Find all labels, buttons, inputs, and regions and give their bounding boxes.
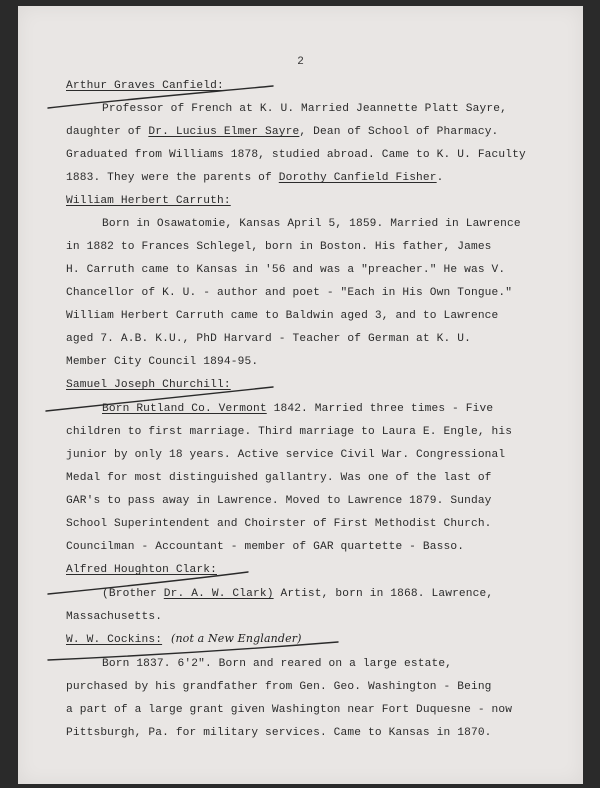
entry-heading-canfield: Arthur Graves Canfield: [66,80,224,92]
entry-text-line: Graduated from Williams 1878, studied abroad. Came to K. U. Faculty [66,149,526,161]
entry-text-line: Pittsburgh, Pa. for military services. Came to Kansas in 1870. [66,727,492,739]
entry-text-line: daughter of Dr. Lucius Elmer Sayre, Dean of School of Pharmacy. [66,126,499,138]
document-page [18,6,583,784]
entry-heading-cockins: W. W. Cockins: [66,634,163,646]
entry-text-line: Chancellor of K. U. - author and poet - "Each in His Own Tongue." [66,287,513,299]
entry-text-line: Born 1837. 6'2". Born and reared on a large estate, [102,658,453,670]
entry-text-line: Councilman - Accountant - member of GAR quartette - Basso. [66,541,465,553]
entry-text-line: (Brother Dr. A. W. Clark) Artist, born in 1868. Lawrence, [102,588,494,600]
entry-text-line: Born Rutland Co. Vermont 1842. Married three times - Five [102,403,494,415]
handwritten-annotation: (not a New Englander) [171,632,302,645]
entry-text-line: School Superintendent and Choirster of First Methodist Church. [66,518,492,530]
entry-text-line: children to first marriage. Third marriage to Laura E. Engle, his [66,426,513,438]
underlined-name: Dorothy Canfield Fisher [278,172,437,184]
entry-heading-carruth: William Herbert Carruth: [66,195,231,207]
page-number: 2 [297,56,304,68]
underlined-name: Born Rutland Co. Vermont [102,403,267,415]
entry-text-line: GAR's to pass away in Lawrence. Moved to Lawrence 1879. Sunday [66,495,492,507]
entry-text-line: Massachusetts. [66,611,163,623]
entry-text-line: 1883. They were the parents of Dorothy Canfield Fisher. [66,172,444,184]
entry-text-line: purchased by his grandfather from Gen. Geo. Washington - Being [66,681,492,693]
entry-text-line: Born in Osawatomie, Kansas April 5, 1859. Married in Lawrence [102,218,521,230]
entry-text-line: William Herbert Carruth came to Baldwin aged 3, and to Lawrence [66,310,499,322]
entry-text-line: Professor of French at K. U. Married Jeannette Platt Sayre, [102,103,507,115]
entry-text-line: a part of a large grant given Washington near Fort Duquesne - now [66,704,513,716]
underlined-name: Dr. A. W. Clark) [163,588,274,600]
entry-text-line: Member City Council 1894-95. [66,356,259,368]
entry-text-line: Medal for most distinguished gallantry. Was one of the last of [66,472,492,484]
entry-text-line: H. Carruth came to Kansas in '56 and was a "preacher." He was V. [66,264,506,276]
entry-text-line: aged 7. A.B. K.U., PhD Harvard - Teacher of German at K. U. [66,333,471,345]
underlined-name: Dr. Lucius Elmer Sayre [148,126,300,138]
entry-text-line: junior by only 18 years. Active service Civil War. Congressional [66,449,506,461]
entry-heading-clark: Alfred Houghton Clark: [66,564,217,576]
entry-heading-churchill: Samuel Joseph Churchill: [66,379,231,391]
entry-text-line: in 1882 to Frances Schlegel, born in Boston. His father, James [66,241,492,253]
